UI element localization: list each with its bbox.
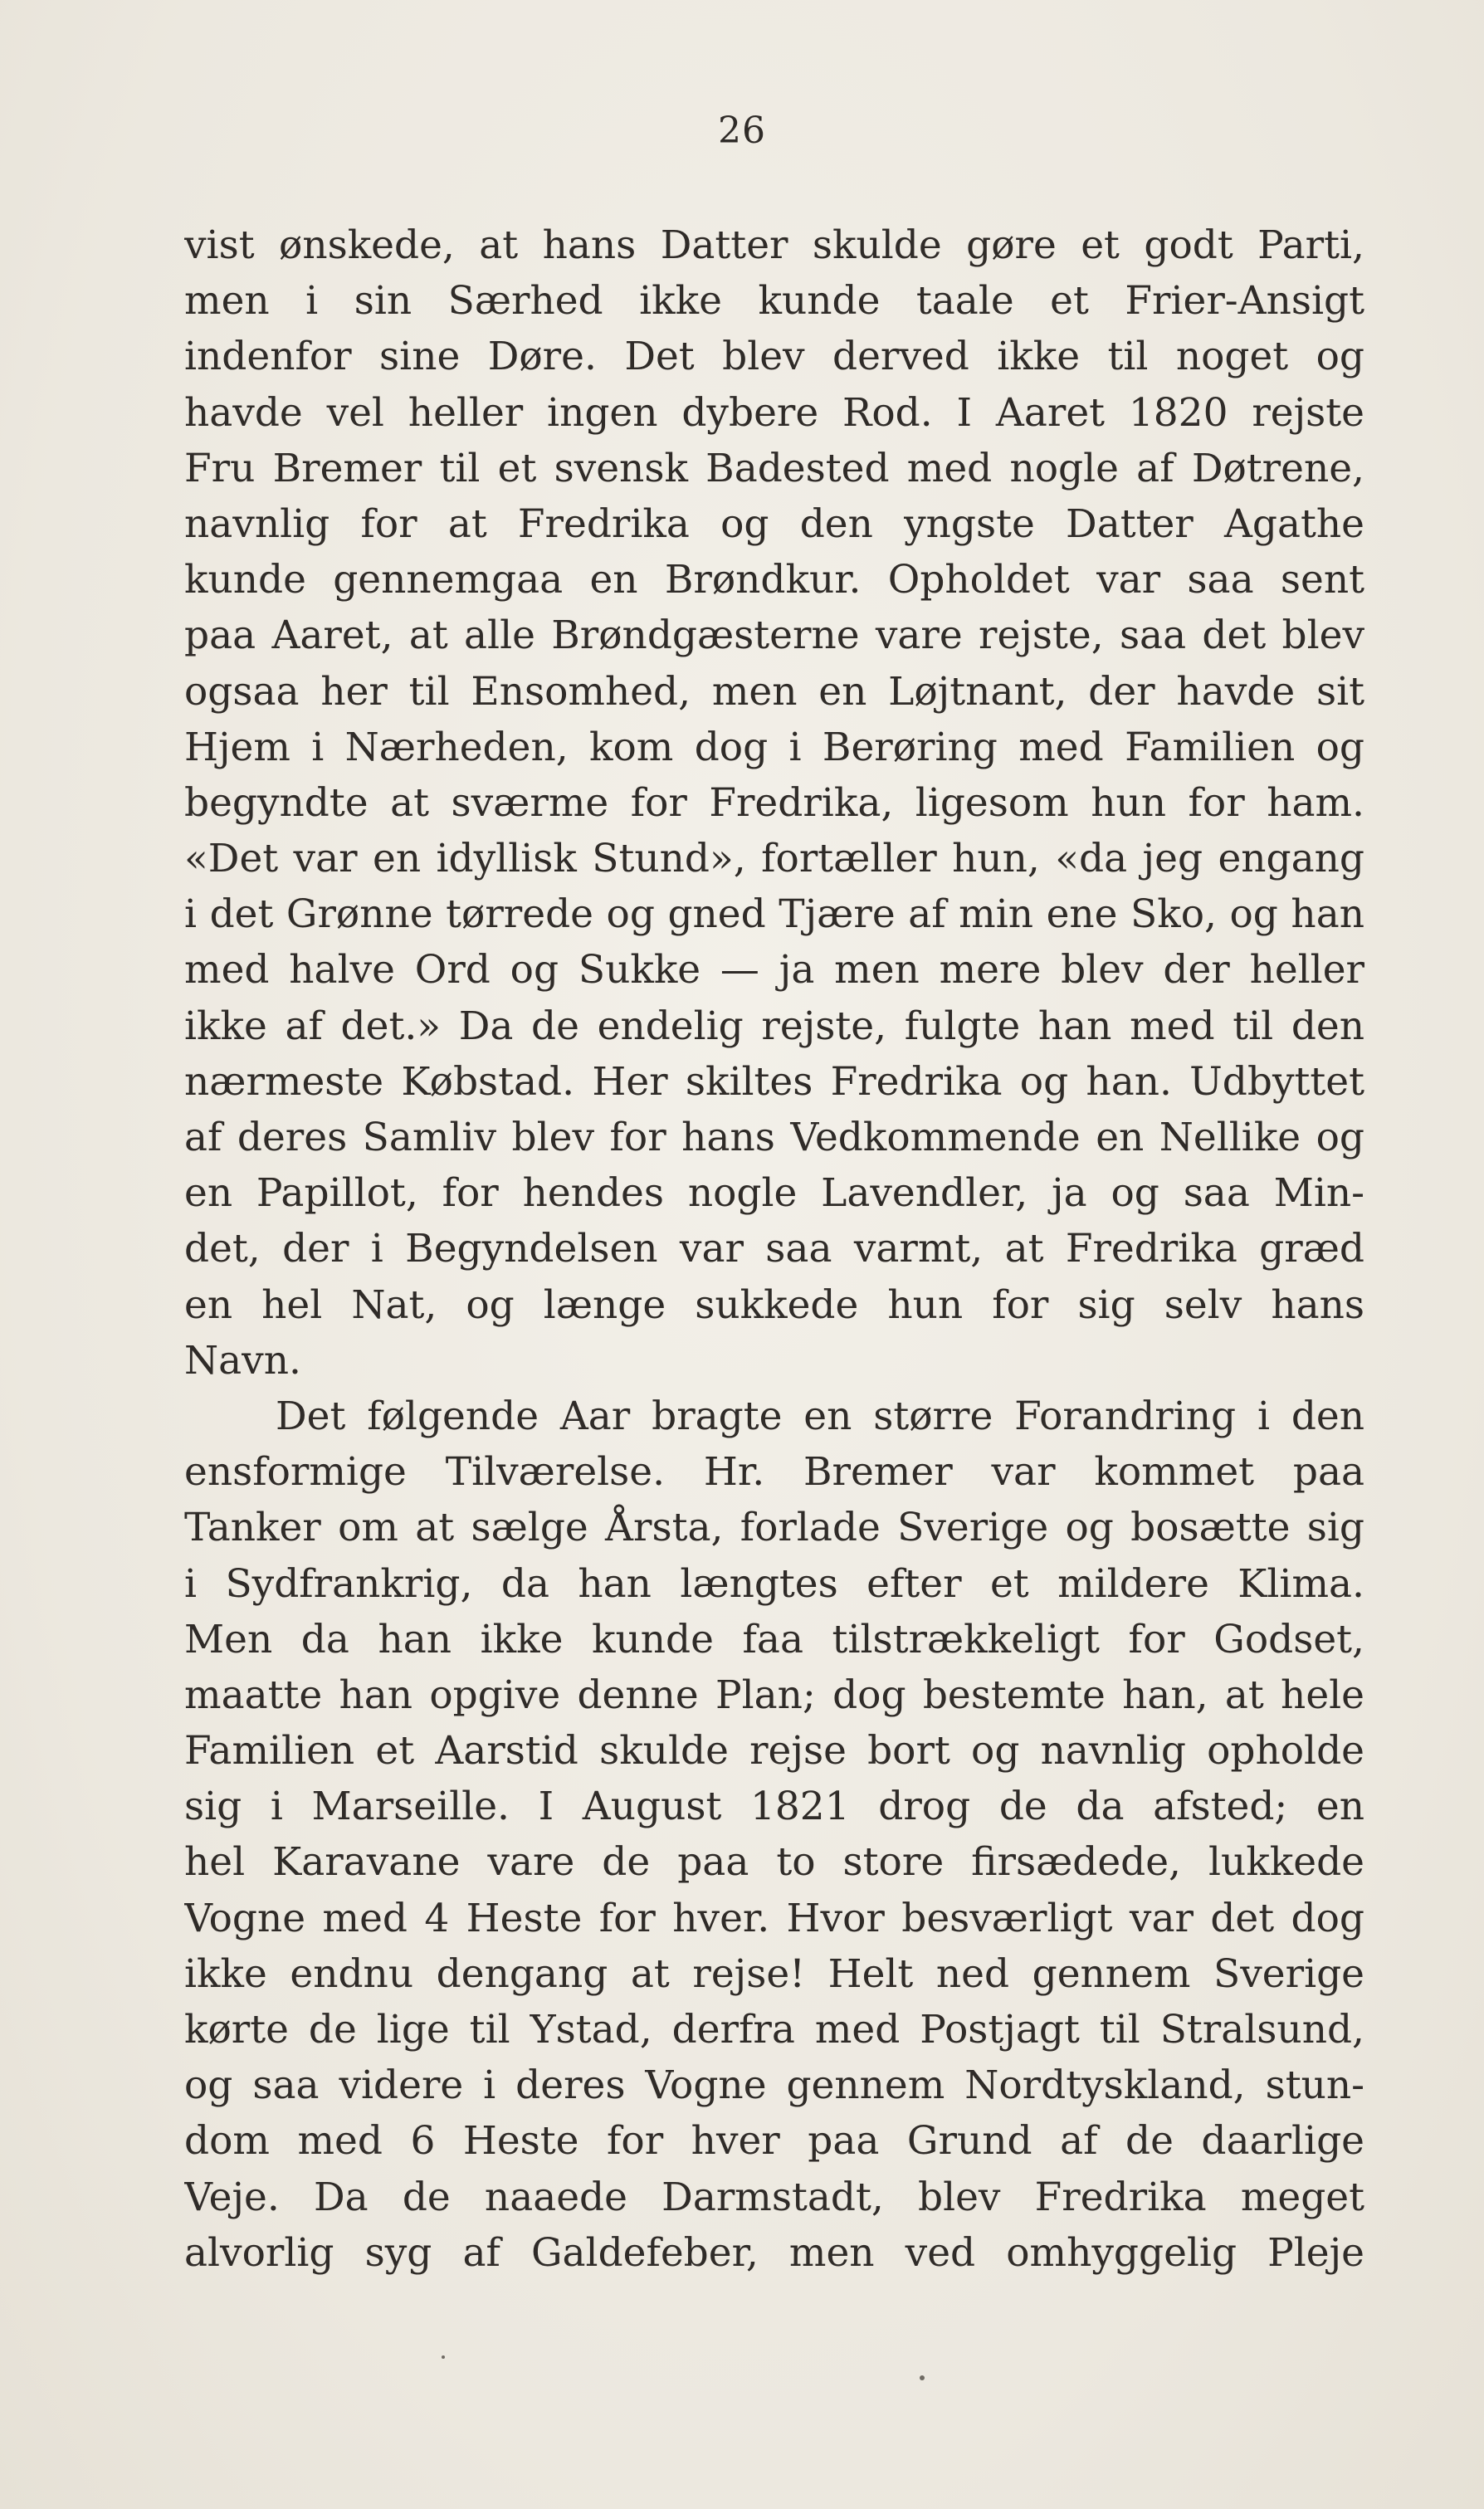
text-line: Vogne med 4 Heste for hver. Hvor besværligt var det dog [184, 1895, 1364, 1941]
text-line: Fru Bremer til et svensk Badested med nogle af Døtrene, [184, 445, 1364, 491]
text-line: havde vel heller ingen dybere Rod. I Aaret 1820 rejste [184, 389, 1364, 436]
text-line: i det Grønne tørrede og gned Tjære af min ene Sko, og han [184, 891, 1364, 938]
text-line: ensformige Tilværelse. Hr. Bremer var kommet paa [184, 1449, 1364, 1496]
text-line: en hel Nat, og længe sukkede hun for sig selv hans [184, 1281, 1364, 1328]
text-line: Tanker om at sælge Årsta, forlade Sverige og bosætte sig [184, 1505, 1364, 1551]
text-line: maatte han opgive denne Plan; dog bestemte han, at hele [184, 1672, 1364, 1718]
text-line: indenfor sine Døre. Det blev derved ikke til noget og [184, 334, 1364, 380]
text-line: ikke endnu dengang at rejse! Helt ned gennem Sverige [184, 1950, 1364, 1997]
text-line: det, der i Begyndelsen var saa varmt, at Fredrika græd [184, 1226, 1364, 1272]
text-line: nærmeste Købstad. Her skiltes Fredrika og han. Udbyttet [184, 1058, 1364, 1105]
text-line: ikke af det.» Da de endelig rejste, fulgte han med til den [184, 1003, 1364, 1049]
text-line: hel Karavane vare de paa to store firsædede, lukkede [184, 1839, 1364, 1886]
text-line: Men da han ikke kunde faa tilstrækkeligt for Godset, [184, 1616, 1364, 1662]
text-line: men i sin Særhed ikke kunde taale et Frier-Ansigt [184, 278, 1364, 325]
text-line: sig i Marseille. I August 1821 drog de da afsted; en [184, 1784, 1364, 1830]
text-line: Navn. [184, 1337, 301, 1384]
text-line: og saa videre i deres Vogne gennem Nordtyskland, stun- [184, 2062, 1364, 2109]
ink-speck [442, 2355, 445, 2359]
text-line: Veje. Da de naaede Darmstadt, blev Fredrika meget [184, 2174, 1364, 2220]
text-line: Hjem i Nærheden, kom dog i Berøring med Familien og [184, 724, 1364, 770]
text-line: med halve Ord og Sukke — ja men mere blev der heller [184, 947, 1364, 993]
text-line: vist ønskede, at hans Datter skulde gøre et godt Parti, [184, 222, 1364, 268]
text-line: ogsaa her til Ensomhed, men en Løjtnant, der havde sit [184, 668, 1364, 715]
text-line: af deres Samliv blev for hans Vedkommende en Nellike og [184, 1115, 1364, 1160]
text-line: dom med 6 Heste for hver paa Grund af de daarlige [184, 2118, 1364, 2165]
text-line: kunde gennemgaa en Brøndkur. Opholdet var saa sent [184, 557, 1364, 603]
text-line: navnlig for at Fredrika og den yngste Datter Agathe [184, 500, 1364, 547]
body-text [184, 217, 1364, 2281]
text-line: alvorlig syg af Galdefeber, men ved omhyggelig Pleje [184, 2229, 1364, 2276]
text-line: kørte de lige til Ystad, derfra med Postjagt til Stralsund, [184, 2007, 1364, 2053]
text-line: i Sydfrankrig, da han længtes efter et mildere Klima. [184, 1560, 1364, 1607]
ink-speck [920, 2375, 925, 2380]
text-line: begyndte at sværme for Fredrika, ligesom hun for ham. [184, 779, 1364, 826]
text-line: Familien et Aarstid skulde rejse bort og navnlig opholde [184, 1728, 1364, 1774]
text-line: Det følgende Aar bragte en større Forandring i den [276, 1393, 1364, 1439]
text-line: «Det var en idyllisk Stund», fortæller hun, «da jeg engang [184, 836, 1364, 882]
text-line: paa Aaret, at alle Brøndgæsterne vare rejste, saa det blev [184, 613, 1364, 659]
page-number: 26 [718, 110, 766, 152]
text-line: en Papillot, for hendes nogle Lavendler, ja og saa Min- [184, 1170, 1364, 1217]
